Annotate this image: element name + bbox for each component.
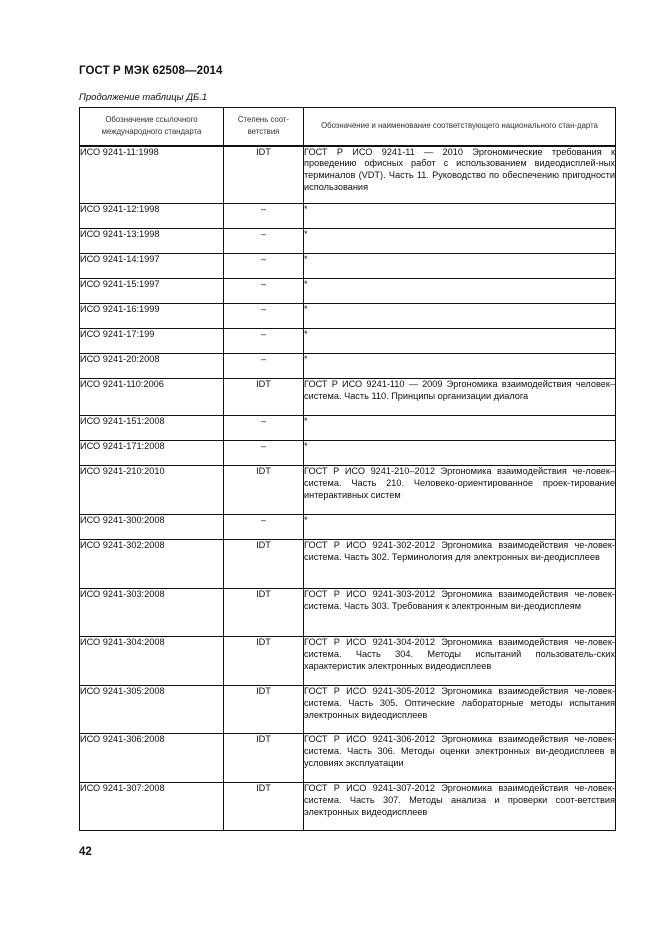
national-standard-cell: * <box>304 254 616 279</box>
standard-code-cell: ИСО 9241-304:2008 <box>80 637 224 686</box>
table-row <box>80 441 616 466</box>
degree-cell: IDT <box>224 637 304 686</box>
national-standard-cell: * <box>304 329 616 354</box>
standard-code-cell: ИСО 9241-300:2008 <box>80 515 224 540</box>
column-header-national-standard: Обозначение и наименование соответствующего национального стан-дарта <box>304 108 616 146</box>
national-standard-cell: * <box>304 441 616 466</box>
standard-code-cell: ИСО 9241-303:2008 <box>80 589 224 637</box>
degree-cell: IDT <box>224 379 304 416</box>
table-row <box>80 686 616 734</box>
standard-code-cell: ИСО 9241-13:1998 <box>80 229 224 254</box>
standard-code-cell: ИСО 9241-16:1999 <box>80 304 224 329</box>
degree-cell: IDT <box>224 783 304 831</box>
degree-cell: – <box>224 515 304 540</box>
standard-code-cell: ИСО 9241-17:199 <box>80 329 224 354</box>
table-row <box>80 540 616 589</box>
table-row <box>80 304 616 329</box>
degree-cell: IDT <box>224 734 304 783</box>
column-header-degree: Степень соот-ветствия <box>224 108 304 146</box>
standard-code-cell: ИСО 9241-307:2008 <box>80 783 224 831</box>
national-standard-cell: * <box>304 229 616 254</box>
standard-code-cell: ИСО 9241-305:2008 <box>80 686 224 734</box>
national-standard-cell: ГОСТ Р ИСО 9241-110 — 2009 Эргономика взаимодействия человек–система. Часть 110. Принципы организации диалога <box>304 379 616 416</box>
table-row <box>80 466 616 515</box>
degree-cell: IDT <box>224 589 304 637</box>
degree-cell: IDT <box>224 146 304 204</box>
document-title: ГОСТ Р МЭК 62508—2014 <box>79 65 223 77</box>
national-standard-cell: ГОСТ Р ИСО 9241-306-2012 Эргономика взаимодействия че-ловек-система. Часть 306. Методы оценки электронных ви-деодисплеев в условиях эксплуатации <box>304 734 616 783</box>
table-row <box>80 783 616 831</box>
standard-code-cell: ИСО 9241-210:2010 <box>80 466 224 515</box>
table-caption: Продолжение таблицы ДБ.1 <box>79 92 208 103</box>
national-standard-cell: * <box>304 204 616 229</box>
table-row <box>80 379 616 416</box>
degree-cell: IDT <box>224 686 304 734</box>
table-row <box>80 589 616 637</box>
table-row <box>80 354 616 379</box>
table-row <box>80 416 616 441</box>
table-row <box>80 279 616 304</box>
national-standard-cell: ГОСТ Р ИСО 9241-303-2012 Эргономика взаимодействия че-ловек-система. Часть 303. Требования к электронным ви-деодисплеям <box>304 589 616 637</box>
degree-cell: – <box>224 254 304 279</box>
degree-cell: IDT <box>224 466 304 515</box>
national-standard-cell: * <box>304 515 616 540</box>
national-standard-cell: ГОСТ Р ИСО 9241-307-2012 Эргономика взаимодействия че-ловек-система. Часть 307. Методы анализа и проверки соот-ветствия электронных видеодисплеев <box>304 783 616 831</box>
degree-cell: – <box>224 354 304 379</box>
standard-code-cell: ИСО 9241-20:2008 <box>80 354 224 379</box>
table-header-row <box>80 108 616 146</box>
degree-cell: IDT <box>224 540 304 589</box>
table-row <box>80 146 616 204</box>
table-row <box>80 734 616 783</box>
standard-code-cell: ИСО 9241-171:2008 <box>80 441 224 466</box>
degree-cell: – <box>224 229 304 254</box>
degree-cell: – <box>224 441 304 466</box>
standard-code-cell: ИСО 9241-110:2006 <box>80 379 224 416</box>
national-standard-cell: ГОСТ Р ИСО 9241-302-2012 Эргономика взаимодействия че-ловек-система. Часть 302. Терминология для электронных ви-деодисплеев <box>304 540 616 589</box>
national-standard-cell: ГОСТ Р ИСО 9241-11 — 2010 Эргономические требования к проведению офисных работ с использованием видеодисплей-ных терминалов (VDT). Часть 11. Руководство по обеспечению пригодности использования <box>304 146 616 204</box>
degree-cell: – <box>224 279 304 304</box>
degree-cell: – <box>224 329 304 354</box>
standard-code-cell: ИСО 9241-151:2008 <box>80 416 224 441</box>
table-row <box>80 229 616 254</box>
standard-code-cell: ИСО 9241-12:1998 <box>80 204 224 229</box>
table-row <box>80 515 616 540</box>
standards-table <box>79 107 616 831</box>
degree-cell: – <box>224 416 304 441</box>
column-header-international-standard: Обозначение ссылочного международного стандарта <box>80 108 224 146</box>
national-standard-cell: * <box>304 279 616 304</box>
table-row <box>80 329 616 354</box>
table-row <box>80 254 616 279</box>
national-standard-cell: ГОСТ Р ИСО 9241-210–2012 Эргономика взаимодействия че-ловек–система. Часть 210. Человеко-ориентированное проек-тирование интерактивных систем <box>304 466 616 515</box>
page-number: 42 <box>79 846 92 858</box>
national-standard-cell: ГОСТ Р ИСО 9241-305-2012 Эргономика взаимодействия че-ловек-система. Часть 305. Оптические лабораторные методы испытания электронных видеодисплеев <box>304 686 616 734</box>
national-standard-cell: * <box>304 354 616 379</box>
national-standard-cell: * <box>304 304 616 329</box>
standard-code-cell: ИСО 9241-14:1997 <box>80 254 224 279</box>
degree-cell: – <box>224 304 304 329</box>
standard-code-cell: ИСО 9241-302:2008 <box>80 540 224 589</box>
standard-code-cell: ИСО 9241-11:1998 <box>80 146 224 204</box>
degree-cell: – <box>224 204 304 229</box>
standard-code-cell: ИСО 9241-15:1997 <box>80 279 224 304</box>
national-standard-cell: ГОСТ Р ИСО 9241-304-2012 Эргономика взаимодействия че-ловек-система. Часть 304. Методы испытаний пользователь-ских характеристик электронных видеодисплеев <box>304 637 616 686</box>
table-row <box>80 204 616 229</box>
national-standard-cell: * <box>304 416 616 441</box>
table-row <box>80 637 616 686</box>
standard-code-cell: ИСО 9241-306:2008 <box>80 734 224 783</box>
